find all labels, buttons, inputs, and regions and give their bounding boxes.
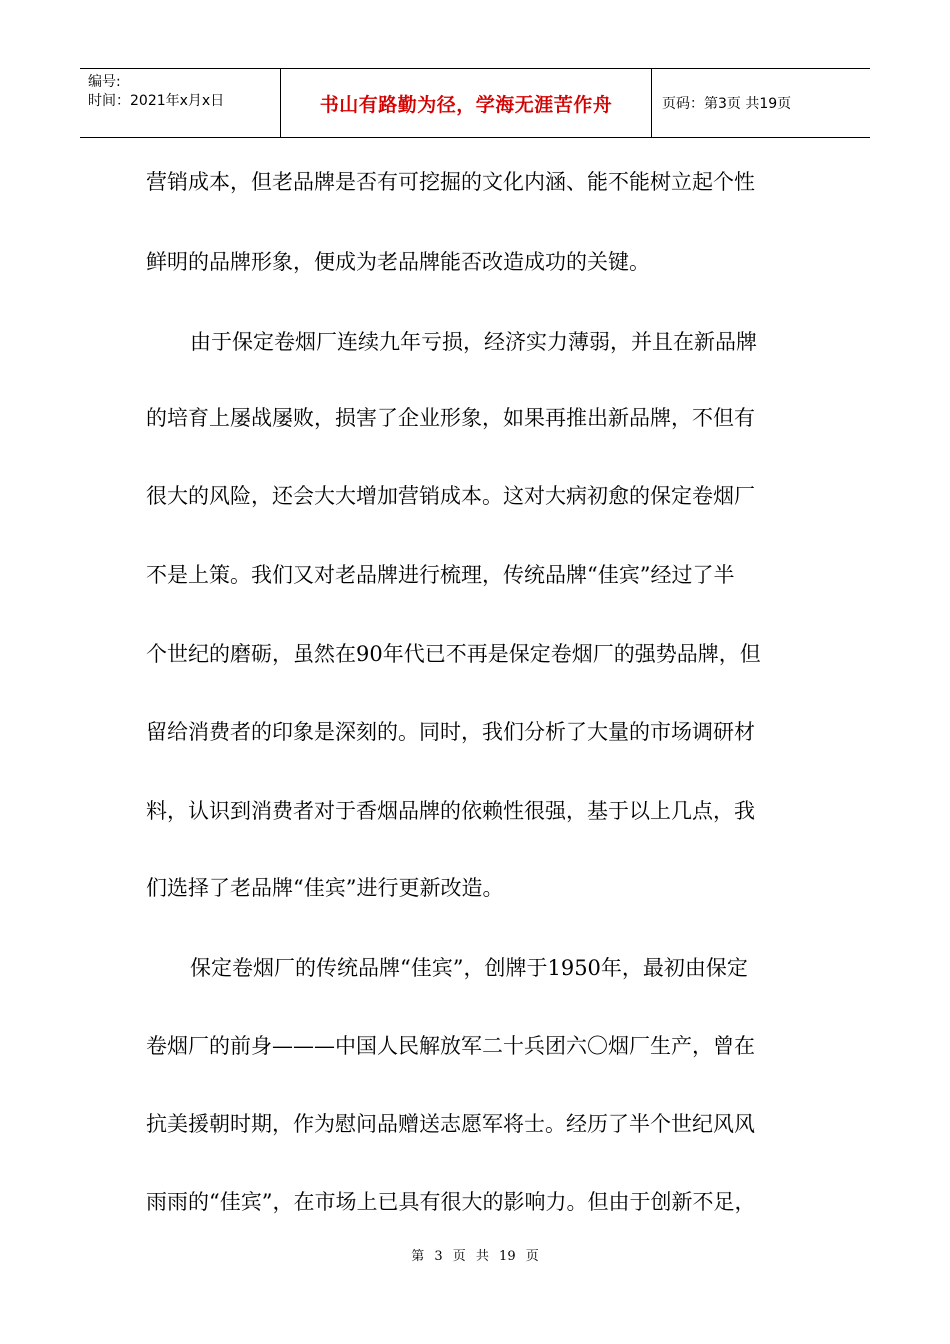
header-motto: 书山有路勤为径，学海无涯苦作舟 [280, 69, 652, 137]
body-line: 留给消费者的印象是深刻的。同时，我们分析了大量的市场调研材 [146, 720, 755, 744]
body-line: 不是上策。我们又对老品牌进行梳理，传统品牌“佳宾”经过了半 [146, 563, 735, 587]
body-line: 保定卷烟厂的传统品牌“佳宾”，创牌于1950年，最初由保定 [190, 956, 748, 980]
number-label: 编号: [88, 74, 121, 90]
body-line: 卷烟厂的前身———中国人民解放军二十兵团六〇烟厂生产，曾在 [146, 1034, 755, 1058]
body-line: 营销成本，但老品牌是否有可挖掘的文化内涵、能不能树立起个性 [146, 170, 755, 194]
body-line: 鲜明的品牌形象，便成为老品牌能否改造成功的关键。 [146, 250, 650, 274]
body-line: 抗美援朝时期，作为慰问品赠送志愿军将士。经历了半个世纪风风 [146, 1112, 755, 1136]
document-header [80, 68, 870, 138]
header-page-info: 页码：第3页 共19页 [662, 96, 792, 112]
header-meta [80, 69, 280, 137]
time-label: 时间：2021年x月x日 [88, 93, 225, 109]
body-line: 料，认识到消费者对于香烟品牌的依赖性很强，基于以上几点，我 [146, 799, 755, 823]
body-line: 个世纪的磨砺，虽然在90年代已不再是保定卷烟厂的强势品牌，但 [146, 642, 761, 666]
body-line: 的培育上屡战屡败，损害了企业形象，如果再推出新品牌，不但有 [146, 406, 755, 430]
body-line: 们选择了老品牌“佳宾”进行更新改造。 [146, 876, 504, 900]
body-line: 很大的风险，还会大大增加营销成本。这对大病初愈的保定卷烟厂 [146, 484, 755, 508]
page-footer: 第 3 页 共 19 页 [411, 1249, 539, 1264]
body-line: 雨雨的“佳宾”，在市场上已具有很大的影响力。但由于创新不足， [146, 1190, 756, 1214]
body-line: 由于保定卷烟厂连续九年亏损，经济实力薄弱，并且在新品牌 [190, 330, 757, 354]
